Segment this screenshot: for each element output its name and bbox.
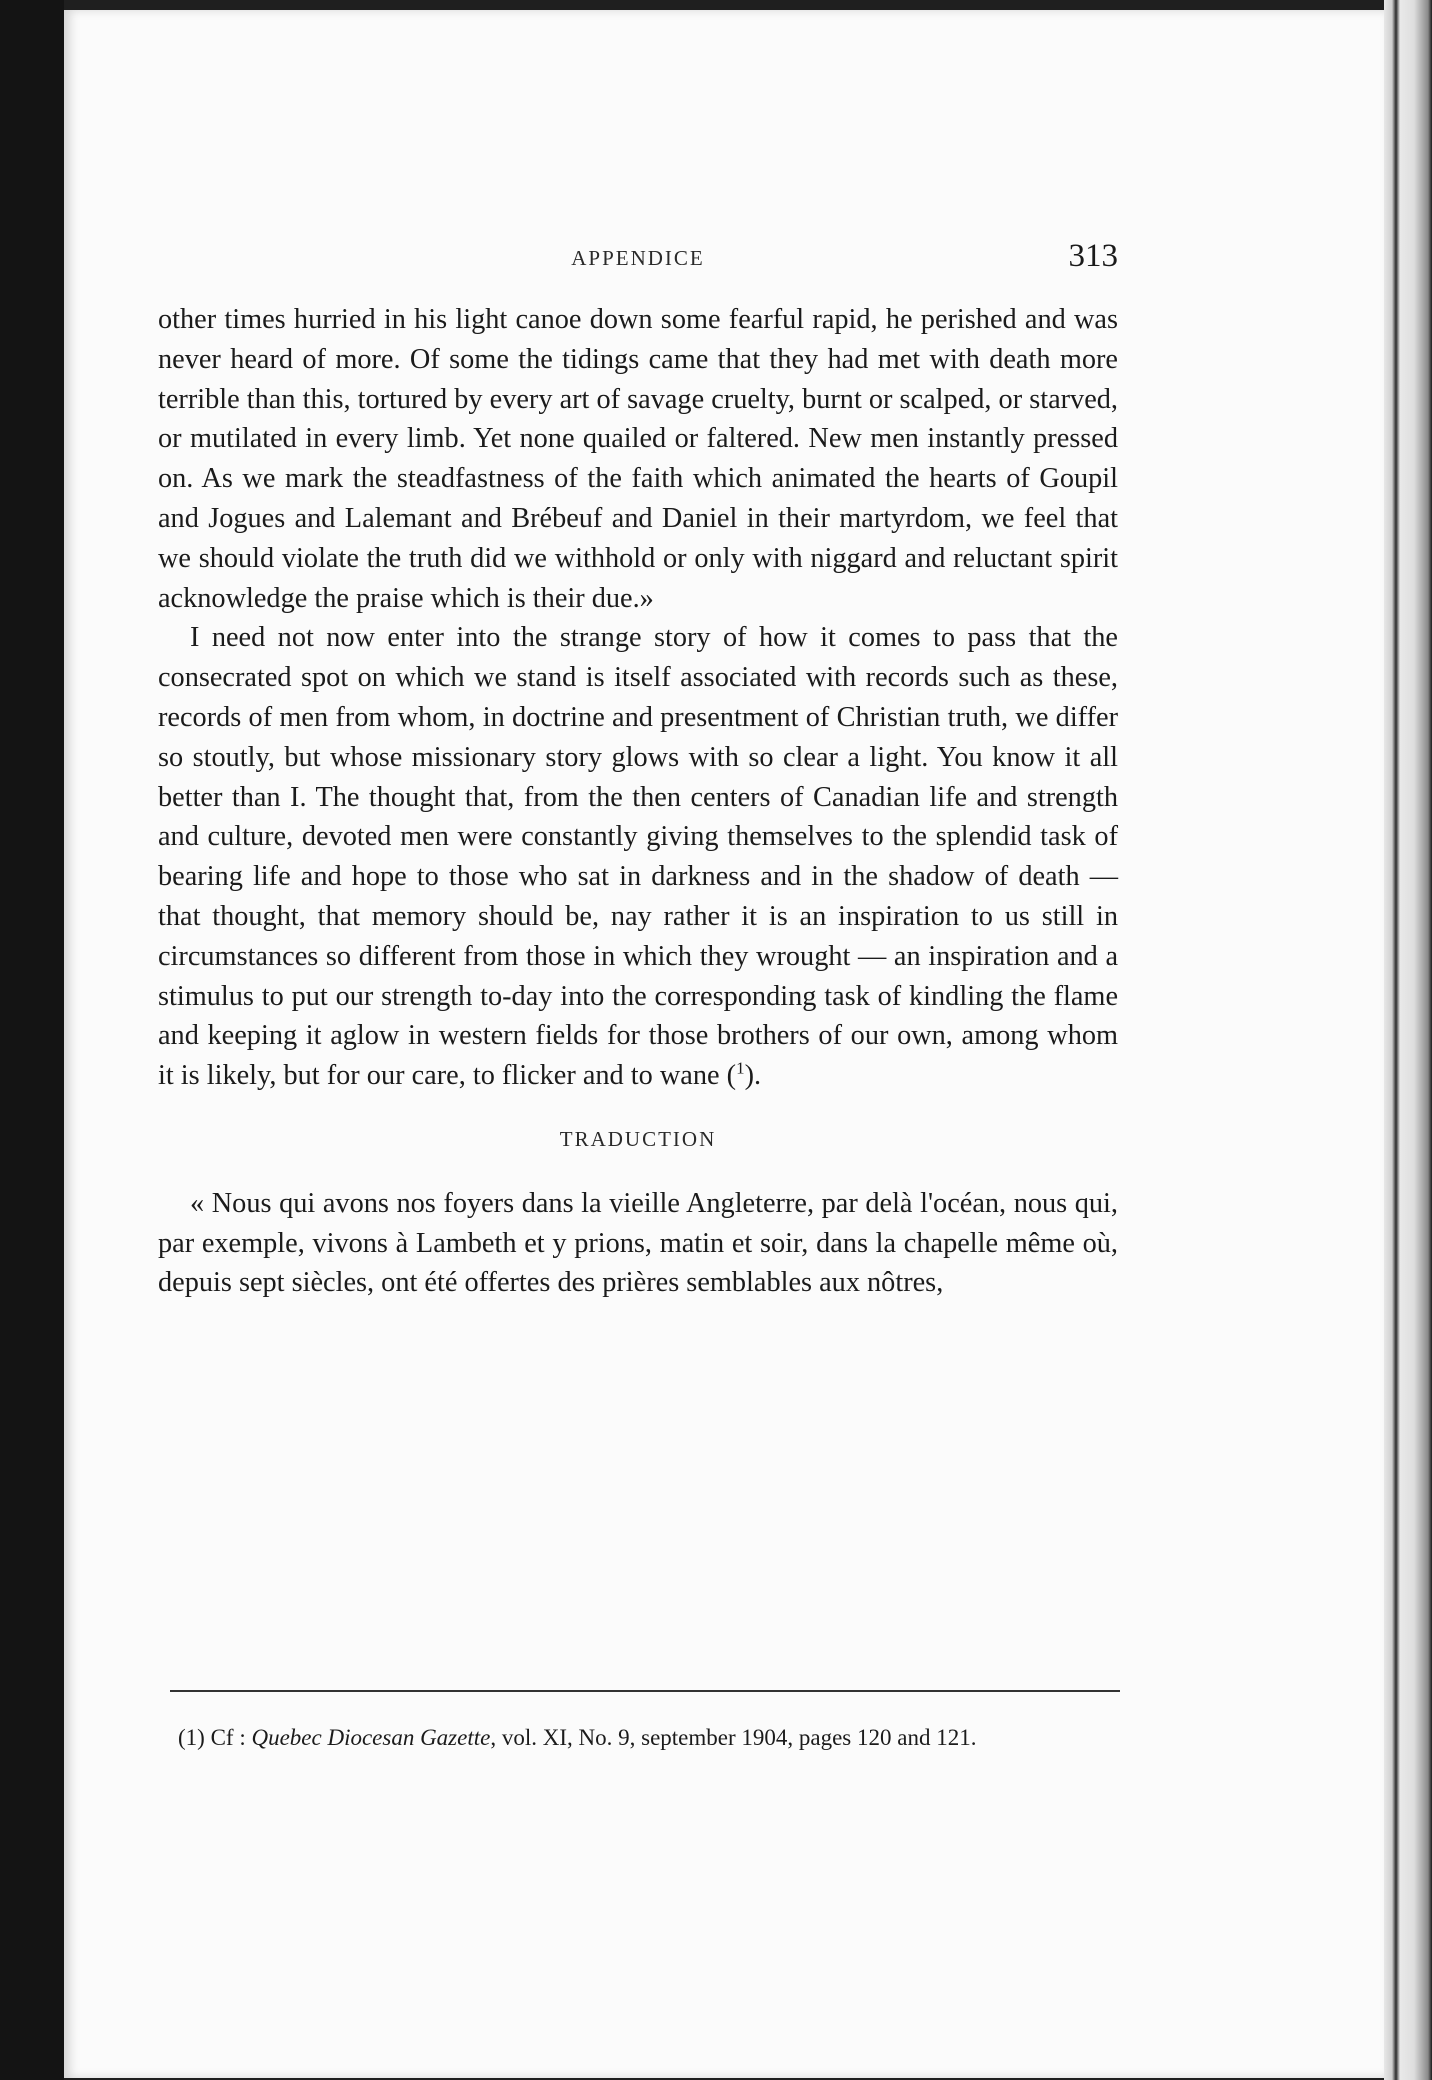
footnote-reference: 1 xyxy=(736,1058,745,1078)
body-text xyxy=(158,300,1118,1303)
footnote-rule xyxy=(170,1690,1120,1692)
paragraph-main-end: . xyxy=(754,1060,762,1092)
paragraph-main: I need not now enter into the strange story of how it comes to pass that the consecrated spot on which we stand is itself associated with records such as these, records of men from whom, in doctrine and presentment of Christian truth, we differ so stoutly, but whose missionary story glows with so clear a light. You know it all better than I. The thought that, from the then centers of Canadian life and strength and culture, devoted men were constantly giving themselves to the splendid task of bearing life and hope to those who sat in darkness and in the shadow of death — that thought, that memory should be, nay rather it is an inspiration to us still in circumstances so different from those in which they wrought — an inspiration and a stimulus to put our strength to-day into the corresponding task of kindling the flame and keeping it aglow in western fields for those brothers of our own, among whom it is likely, but for our care, to flicker and to wane ($^1$). xyxy=(158,622,1118,1092)
page-header xyxy=(158,238,1118,278)
footnote-prefix: Cf : xyxy=(210,1725,246,1750)
footnote-marker: (1) xyxy=(178,1725,205,1750)
section-subheading: TRADUCTION xyxy=(559,1126,717,1151)
paragraph-main-text: I need not now enter into the strange story of how it comes to pass that the consecrated spot on which we stand is itself associated with records such as these, records of men from whom, in doctrine and presentment of Christian truth, we differ so stoutly, but whose missionary story glows with so clear a light. You know it all better than I. The thought that, from the then centers of Canadian life and strength and culture, devoted men were constantly giving themselves to the splendid task of bearing life and hope to those who sat in darkness and in the shadow of death — that thought, that memory should be, nay rather it is an inspiration to us still in circumstances so different from those in which they wrought — an inspiration and a stimulus to put our strength to-day into the corresponding task of kindling the flame and keeping it aglow in western fields for those brothers of our own, among whom it is likely, but for our care, to flicker and to wane xyxy=(158,622,1118,1092)
running-head: APPENDICE xyxy=(571,246,705,270)
page-number: 313 xyxy=(1068,238,1118,274)
paragraph-continued: other times hurried in his light canoe down some fearful rapid, he perished and was never heard of more. Of some the tidings came that they had met with death more terrible than this, tortured by every art of savage cruelty, burnt or scalped, or starved, or mutilated in every limb. Yet none quailed or faltered. New men instantly pressed on. As we mark the steadfastness of the faith which animated the hearts of Goupil and Jogues and Lalemant and Brébeuf and Daniel in their martyrdom, we feel that we should violate the truth did we withhold or only with niggard and reluctant spirit acknowledge the praise which is their due.» xyxy=(158,304,1118,614)
book-page-edges-right xyxy=(1384,0,1432,2080)
footnote-rest: , vol. XI, No. 9, september 1904, pages 120 and 121. xyxy=(490,1725,977,1750)
paragraph-translation: « Nous qui avons nos foyers dans la vieille Angleterre, par delà l'océan, nous qui, par exemple, vivons à Lambeth et y prions, matin et soir, dans la chapelle même où, depuis sept siècles, ont été offertes des prières semblables aux nôtres, xyxy=(158,1187,1118,1299)
footnote-title: Quebec Diocesan Gazette xyxy=(251,1725,491,1750)
book-binding-left xyxy=(0,0,64,2080)
footnote xyxy=(178,1720,1118,1756)
